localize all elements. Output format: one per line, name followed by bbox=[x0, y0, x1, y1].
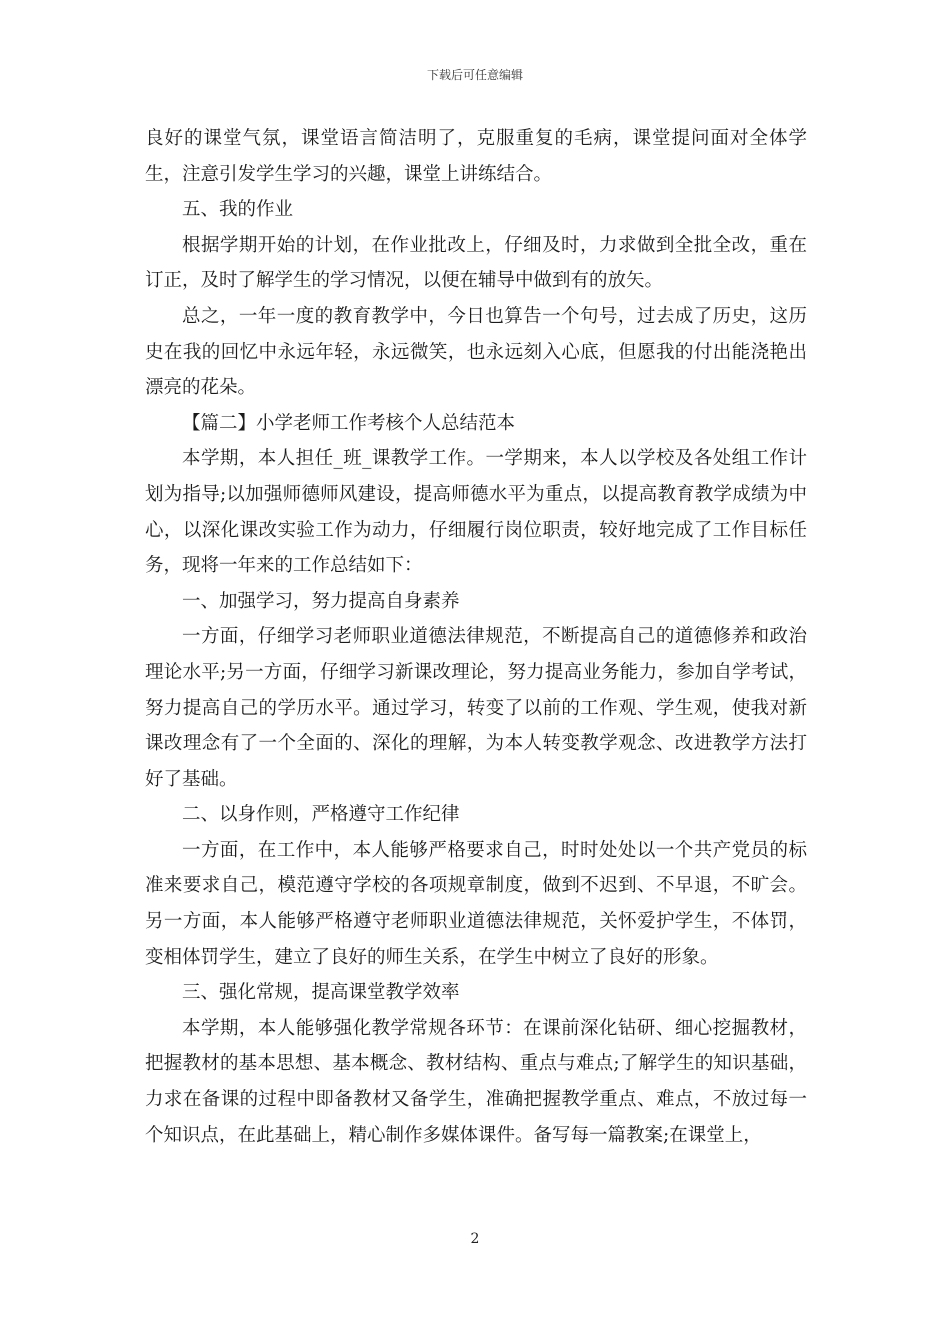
paragraph: 本学期，本人能够强化教学常规各环节：在课前深化钻研、细心挖掘教材，把握教材的基本思想、基本概念、教材结构、重点与难点;了解学生的知识基础，力求在备课的过程中即备教材又备学生，准确把握教学重点、难点，不放过每一个知识点，在此基础上，精心制作多媒体课件。备写每一篇教案;在课堂上， bbox=[145, 1017, 807, 1146]
paragraph: 根据学期开始的计划，在作业批改上，仔细及时，力求做到全批全改，重在订正，及时了解学生的学习情况，以便在辅导中做到有的放矢。 bbox=[145, 234, 807, 292]
page-header: 下载后可任意编辑 bbox=[426, 68, 523, 82]
document-body bbox=[145, 121, 807, 1153]
paragraph: 一方面，仔细学习老师职业道德法律规范，不断提高自己的道德修养和政治理论水平;另一方面，仔细学习新课改理论，努力提高业务能力，参加自学考试，努力提高自己的学历水平。通过学习，转变了以前的工作观、学生观，使我对新课改理念有了一个全面的、深化的理解，为本人转变教学观念、改进教学方法打好了基础。 bbox=[145, 626, 807, 790]
paragraph: 总之，一年一度的教育教学中，今日也算告一个句号，过去成了历史，这历史在我的回忆中永远年轻，永远微笑，也永远刻入心底，但愿我的付出能浇艳出漂亮的花朵。 bbox=[145, 305, 807, 399]
article-title: 【篇二】小学老师工作考核个人总结范本 bbox=[182, 412, 516, 434]
paragraph: 本学期，本人担任_班_课教学工作。一学期来，本人以学校及各处组工作计划为指导;以加强师德师风建设，提高师德水平为重点，以提高教育教学成绩为中心，以深化课改实验工作为动力，仔细履行岗位职责，较好地完成了工作目标任务，现将一年来的工作总结如下： bbox=[145, 448, 807, 577]
page-number: 2 bbox=[470, 1231, 480, 1247]
section-heading-homework: 五、我的作业 bbox=[182, 199, 294, 221]
section-heading-routine: 三、强化常规，提高课堂教学效率 bbox=[182, 982, 460, 1004]
section-heading-study: 一、加强学习，努力提高自身素养 bbox=[182, 590, 460, 612]
paragraph-continuation: 良好的课堂气氛，课堂语言简洁明了，克服重复的毛病，课堂提问面对全体学生，注意引发学生学习的兴趣，课堂上讲练结合。 bbox=[145, 128, 807, 185]
section-heading-discipline: 二、以身作则，严格遵守工作纪律 bbox=[182, 804, 460, 826]
paragraph: 一方面，在工作中，本人能够严格要求自己，时时处处以一个共产党员的标准来要求自己，模范遵守学校的各项规章制度，做到不迟到、不早退，不旷会。另一方面，本人能够严格遵守老师职业道德法律规范，关怀爱护学生，不体罚，变相体罚学生，建立了良好的师生关系，在学生中树立了良好的形象。 bbox=[145, 839, 807, 968]
